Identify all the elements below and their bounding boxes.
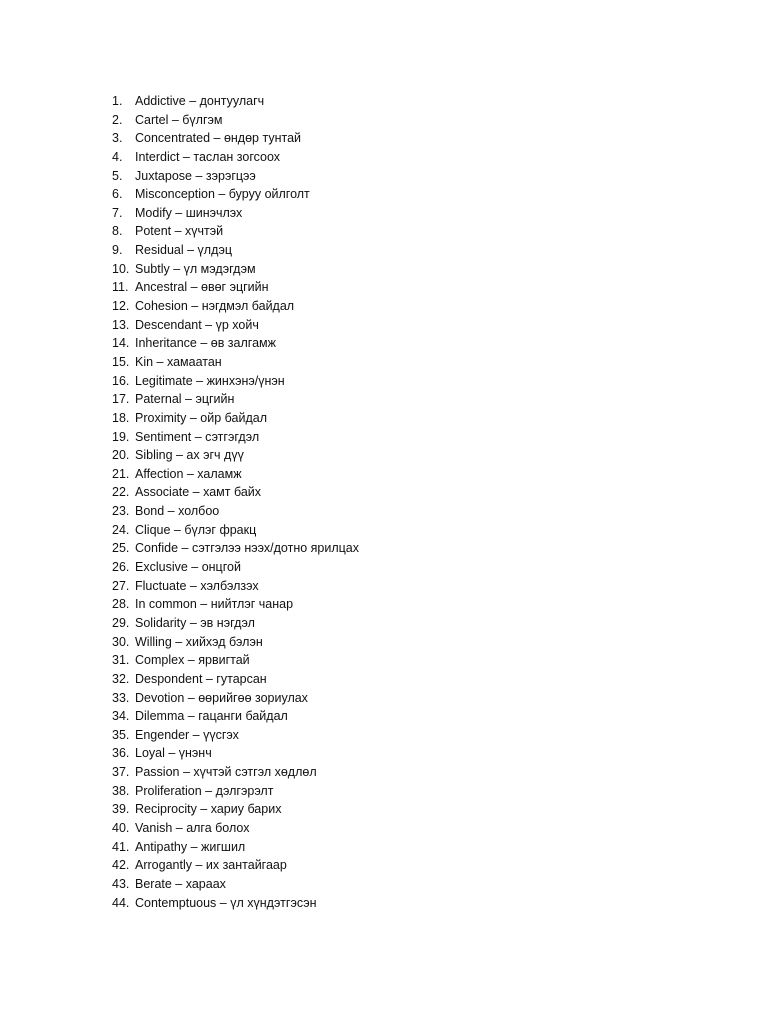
list-item-number: 42. [112, 858, 130, 873]
list-item-text: Loyal – үнэнч [135, 746, 212, 761]
list-item [112, 558, 359, 577]
list-item-number: 6. [112, 187, 123, 202]
list-item-number: 41. [112, 839, 130, 854]
list-item-text: Residual – үлдэц [135, 243, 233, 258]
list-item-number: 13. [112, 317, 130, 332]
list-item-number: 9. [112, 243, 123, 258]
list-item [112, 521, 359, 540]
list-item-text: Confide – сэтгэлээ нээх/дотно ярилцах [135, 541, 360, 556]
vocabulary-list [112, 92, 359, 912]
list-item [112, 428, 359, 447]
list-item-number: 27. [112, 578, 130, 593]
list-item [112, 129, 359, 148]
list-item-number: 17. [112, 392, 130, 407]
list-item-number: 24. [112, 522, 130, 537]
list-item-number: 23. [112, 504, 130, 519]
list-item-text: Vanish – алга болох [135, 820, 250, 835]
list-item [112, 502, 359, 521]
list-item-text: Proliferation – дэлгэрэлт [135, 783, 274, 798]
list-item-number: 25. [112, 541, 130, 556]
list-item-text: Fluctuate – хэлбэлзэх [135, 578, 259, 593]
list-item [112, 111, 359, 130]
list-item-text: Arrogantly – их зантайгаар [135, 858, 287, 873]
list-item-number: 40. [112, 820, 130, 835]
list-item-text: Devotion – өөрийгөө зориулах [135, 690, 308, 705]
list-item-number: 7. [112, 205, 123, 220]
list-item-number: 32. [112, 671, 130, 686]
list-item-number: 20. [112, 448, 130, 463]
list-item-number: 43. [112, 876, 130, 891]
list-item-number: 19. [112, 429, 130, 444]
list-item-text: Potent – хүчтэй [135, 224, 224, 239]
list-item-number: 38. [112, 783, 130, 798]
list-item [112, 372, 359, 391]
list-item-number: 35. [112, 727, 130, 742]
list-item-text: Cohesion – нэгдмэл байдал [135, 299, 295, 314]
list-item [112, 689, 359, 708]
list-item [112, 185, 359, 204]
list-item [112, 390, 359, 409]
list-item [112, 595, 359, 614]
list-item-text: Modify – шинэчлэх [135, 205, 243, 220]
list-item-number: 22. [112, 485, 130, 500]
list-item-number: 28. [112, 597, 130, 612]
list-item-text: Complex – ярвигтай [135, 653, 250, 668]
list-item-text: Contemptuous – үл хүндэтгэсэн [135, 895, 317, 910]
list-item [112, 651, 359, 670]
list-item-text: Interdict – таслан зогсоох [135, 149, 281, 164]
list-item [112, 92, 359, 111]
list-item-number: 5. [112, 168, 123, 183]
list-item-text: Engender – үүсгэх [135, 727, 239, 742]
list-item-number: 36. [112, 746, 130, 761]
list-item-text: Kin – хамаатан [135, 354, 222, 369]
list-item-number: 4. [112, 149, 123, 164]
list-item [112, 633, 359, 652]
list-item-text: Proximity – ойр байдал [135, 410, 267, 425]
list-item-text: Descendant – үр хойч [135, 317, 259, 332]
list-item-text: In common – нийтлэг чанар [135, 597, 294, 612]
list-item [112, 204, 359, 223]
list-item-number: 34. [112, 709, 130, 724]
list-item [112, 763, 359, 782]
list-item [112, 316, 359, 335]
list-item [112, 875, 359, 894]
list-item-text: Dilemma – гацанги байдал [135, 709, 288, 724]
list-item-number: 12. [112, 299, 130, 314]
list-item [112, 539, 359, 558]
list-item-number: 16. [112, 373, 130, 388]
list-item-number: 2. [112, 112, 123, 127]
list-item-text: Subtly – үл мэдэгдэм [135, 261, 256, 276]
list-item-text: Reciprocity – хариу барих [135, 802, 282, 817]
list-item-text: Despondent – гутарсан [135, 671, 267, 686]
list-item-text: Willing – хийхэд бэлэн [135, 634, 263, 649]
list-item [112, 148, 359, 167]
list-item [112, 297, 359, 316]
list-item [112, 446, 359, 465]
list-item [112, 838, 359, 857]
list-item [112, 726, 359, 745]
list-item-number: 1. [112, 94, 123, 108]
list-item [112, 707, 359, 726]
list-item [112, 278, 359, 297]
list-item [112, 409, 359, 428]
list-item-number: 11. [112, 280, 129, 295]
list-item-text: Inheritance – өв залгамж [135, 336, 276, 351]
list-item [112, 614, 359, 633]
list-item-text: Passion – хүчтэй сэтгэл хөдлөл [135, 765, 317, 780]
list-item-text: Solidarity – эв нэгдэл [135, 615, 255, 630]
list-item-number: 33. [112, 690, 130, 705]
list-item-text: Juxtapose – зэрэгцээ [135, 168, 256, 183]
list-item [112, 577, 359, 596]
list-item-text: Addictive – донтуулагч [135, 94, 265, 108]
list-item-text: Associate – хамт байх [135, 485, 262, 500]
list-item [112, 800, 359, 819]
list-item [112, 241, 359, 260]
list-item-number: 39. [112, 802, 130, 817]
list-item [112, 353, 359, 372]
list-item-text: Berate – хараах [135, 876, 226, 891]
list-item-text: Cartel – бүлгэм [135, 112, 223, 127]
list-item-number: 3. [112, 131, 123, 146]
list-item-number: 31. [112, 653, 130, 668]
list-item-text: Affection – халамж [135, 466, 242, 481]
list-item [112, 260, 359, 279]
list-item-text: Concentrated – өндөр тунтай [135, 131, 302, 146]
list-item-number: 15. [112, 354, 130, 369]
list-item-number: 10. [112, 261, 130, 276]
list-item [112, 819, 359, 838]
list-item [112, 465, 359, 484]
list-item [112, 483, 359, 502]
list-item-text: Sentiment – сэтгэгдэл [135, 429, 260, 444]
list-item-number: 29. [112, 615, 130, 630]
list-item-number: 37. [112, 765, 130, 780]
list-item-number: 30. [112, 634, 130, 649]
list-item-number: 21. [112, 466, 130, 481]
list-item [112, 856, 359, 875]
list-item-text: Exclusive – онцгой [135, 560, 241, 575]
list-item [112, 782, 359, 801]
list-item-text: Ancestral – өвөг эцгийн [135, 280, 269, 295]
list-item-number: 18. [112, 410, 130, 425]
list-item [112, 670, 359, 689]
list-item-text: Sibling – ах эгч дүү [135, 448, 244, 463]
list-item-number: 44. [112, 895, 130, 910]
list-item [112, 167, 359, 186]
list-item-text: Clique – бүлэг фракц [135, 522, 257, 537]
list-item-text: Misconception – буруу ойлголт [135, 187, 310, 202]
list-item-text: Paternal – эцгийн [135, 392, 235, 407]
list-item-text: Antipathy – жигшил [135, 839, 246, 854]
list-item [112, 222, 359, 241]
list-item-number: 8. [112, 224, 123, 239]
list-item-text: Legitimate – жинхэнэ/үнэн [135, 373, 285, 388]
list-item [112, 334, 359, 353]
list-item-number: 14. [112, 336, 130, 351]
list-item [112, 894, 359, 913]
list-item [112, 744, 359, 763]
list-item-text: Bond – холбоо [135, 504, 220, 519]
list-item-number: 26. [112, 560, 130, 575]
